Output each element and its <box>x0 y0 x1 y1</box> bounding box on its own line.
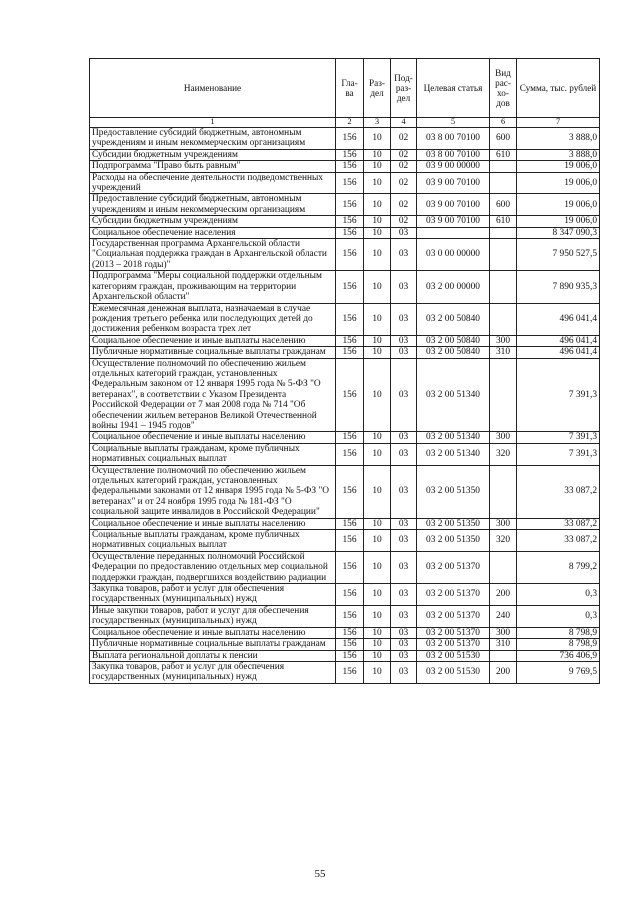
row-name: Закупка товаров, работ и услуг для обеспечения государственных (муниципальных) нужд <box>90 661 336 683</box>
row-expense-type <box>490 650 517 661</box>
row-target-article: 03 9 00 70100 <box>417 216 490 227</box>
row-section: 10 <box>364 216 391 227</box>
row-subsection: 03 <box>391 227 417 238</box>
row-subsection: 03 <box>391 358 417 432</box>
row-sum: 33 087,2 <box>517 465 600 518</box>
column-number-row <box>90 118 600 128</box>
row-subsection: 02 <box>391 128 417 150</box>
row-chapter: 156 <box>336 128 364 150</box>
row-target-article: 03 9 00 70100 <box>417 172 490 194</box>
row-subsection: 03 <box>391 605 417 627</box>
row-chapter: 156 <box>336 271 364 303</box>
row-chapter: 156 <box>336 303 364 335</box>
row-target-article: 03 2 00 51350 <box>417 465 490 518</box>
row-expense-type <box>490 227 517 238</box>
row-target-article: 03 2 00 50840 <box>417 335 490 346</box>
row-section: 10 <box>364 347 391 358</box>
row-name: Государственная программа Архангельской области "Социальная поддержка граждан в Архангельской области (2013 – 2018 годы)" <box>90 239 336 271</box>
row-sum: 8 798,9 <box>517 627 600 638</box>
row-name: Предоставление субсидий бюджетным, автономным учреждениям и иным некоммерческим организациям <box>90 194 336 216</box>
column-number: 7 <box>517 118 600 128</box>
table-row <box>90 605 600 627</box>
row-target-article: 03 2 00 51530 <box>417 650 490 661</box>
row-expense-type: 300 <box>490 627 517 638</box>
row-name: Подпрограмма "Меры социальной поддержки отдельным категориям граждан, проживающим на территории Архангельской области" <box>90 271 336 303</box>
table-body <box>90 128 600 684</box>
row-sum: 7 391,3 <box>517 358 600 432</box>
row-target-article: 03 2 00 51340 <box>417 358 490 432</box>
row-chapter: 156 <box>336 149 364 160</box>
row-expense-type: 300 <box>490 335 517 346</box>
row-section: 10 <box>364 584 391 606</box>
row-section: 10 <box>364 303 391 335</box>
row-expense-type <box>490 172 517 194</box>
row-target-article: 03 2 00 50840 <box>417 303 490 335</box>
row-chapter: 156 <box>336 551 364 583</box>
row-sum: 19 006,0 <box>517 194 600 216</box>
row-subsection: 03 <box>391 661 417 683</box>
row-subsection: 03 <box>391 584 417 606</box>
row-sum: 3 888,0 <box>517 128 600 150</box>
row-target-article: 03 9 00 70100 <box>417 194 490 216</box>
row-chapter: 156 <box>336 605 364 627</box>
row-expense-type: 320 <box>490 443 517 465</box>
row-expense-type: 200 <box>490 584 517 606</box>
row-subsection: 03 <box>391 239 417 271</box>
row-name: Осуществление полномочий по обеспечению жильем отдельных категорий граждан, установленных Федеральным законом от 12 января 1995 года № 5-ФЗ "О ветеранах", в соответствии с Указом Президента Российской Федерации от 7 мая 2008 года № 714 "Об обеспечении жильем ветеранов Великой Отечественной войны 1941 – 1945 годов" <box>90 358 336 432</box>
row-subsection: 03 <box>391 335 417 346</box>
row-section: 10 <box>364 128 391 150</box>
row-chapter: 156 <box>336 216 364 227</box>
row-chapter: 156 <box>336 161 364 172</box>
column-number: 4 <box>391 118 417 128</box>
row-chapter: 156 <box>336 172 364 194</box>
row-name: Социальное обеспечение и иные выплаты населению <box>90 627 336 638</box>
row-target-article: 03 2 00 51370 <box>417 605 490 627</box>
row-target-article: 03 2 00 00000 <box>417 271 490 303</box>
row-sum: 8 799,2 <box>517 551 600 583</box>
row-sum: 33 087,2 <box>517 530 600 552</box>
row-name: Выплата региональной доплаты к пенсии <box>90 650 336 661</box>
row-sum: 0,3 <box>517 605 600 627</box>
row-target-article: 03 0 00 00000 <box>417 239 490 271</box>
row-expense-type: 240 <box>490 605 517 627</box>
row-expense-type: 310 <box>490 347 517 358</box>
row-expense-type <box>490 358 517 432</box>
row-chapter: 156 <box>336 518 364 529</box>
row-section: 10 <box>364 627 391 638</box>
row-target-article: 03 2 00 51530 <box>417 661 490 683</box>
row-name: Ежемесячная денежная выплата, назначаемая в случае рождения третьего ребенка или последующих детей до достижения ребенком возраста трех лет <box>90 303 336 335</box>
row-section: 10 <box>364 172 391 194</box>
row-chapter: 156 <box>336 227 364 238</box>
row-name: Социальное обеспечение населения <box>90 227 336 238</box>
row-name: Социальное обеспечение и иные выплаты населению <box>90 335 336 346</box>
row-chapter: 156 <box>336 443 364 465</box>
column-number: 2 <box>336 118 364 128</box>
row-expense-type: 320 <box>490 530 517 552</box>
row-chapter: 156 <box>336 347 364 358</box>
row-section: 10 <box>364 650 391 661</box>
row-subsection: 02 <box>391 216 417 227</box>
table-row <box>90 161 600 172</box>
row-sum: 8 347 090,3 <box>517 227 600 238</box>
row-target-article: 03 2 00 51340 <box>417 443 490 465</box>
row-subsection: 02 <box>391 149 417 160</box>
column-number: 6 <box>490 118 517 128</box>
table-row <box>90 335 600 346</box>
row-chapter: 156 <box>336 627 364 638</box>
row-name: Социальные выплаты гражданам, кроме публичных нормативных социальных выплат <box>90 443 336 465</box>
row-section: 10 <box>364 465 391 518</box>
row-expense-type <box>490 551 517 583</box>
row-name: Подпрограмма "Право быть равным" <box>90 161 336 172</box>
row-subsection: 03 <box>391 303 417 335</box>
row-section: 10 <box>364 358 391 432</box>
row-name: Субсидии бюджетным учреждениям <box>90 216 336 227</box>
header-sum: Сумма, тыс. рублей <box>517 59 600 118</box>
row-target-article: 03 2 00 51370 <box>417 551 490 583</box>
row-section: 10 <box>364 443 391 465</box>
table-row <box>90 303 600 335</box>
row-expense-type: 310 <box>490 639 517 650</box>
row-section: 10 <box>364 551 391 583</box>
table-row <box>90 661 600 683</box>
table-row <box>90 432 600 443</box>
row-section: 10 <box>364 661 391 683</box>
row-target-article <box>417 227 490 238</box>
row-target-article: 03 2 00 51370 <box>417 584 490 606</box>
row-section: 10 <box>364 335 391 346</box>
row-section: 10 <box>364 161 391 172</box>
row-subsection: 03 <box>391 551 417 583</box>
row-subsection: 03 <box>391 465 417 518</box>
table-header-row <box>90 59 600 118</box>
row-sum: 7 950 527,5 <box>517 239 600 271</box>
row-name: Иные закупки товаров, работ и услуг для обеспечения государственных (муниципальных) нужд <box>90 605 336 627</box>
table-row <box>90 149 600 160</box>
row-expense-type: 200 <box>490 661 517 683</box>
row-subsection: 02 <box>391 172 417 194</box>
row-expense-type: 300 <box>490 518 517 529</box>
row-target-article: 03 9 00 00000 <box>417 161 490 172</box>
row-expense-type: 600 <box>490 128 517 150</box>
row-chapter: 156 <box>336 465 364 518</box>
row-section: 10 <box>364 149 391 160</box>
row-section: 10 <box>364 239 391 271</box>
row-expense-type: 610 <box>490 216 517 227</box>
row-subsection: 03 <box>391 639 417 650</box>
row-name: Социальное обеспечение и иные выплаты населению <box>90 518 336 529</box>
table-row <box>90 239 600 271</box>
row-sum: 9 769,5 <box>517 661 600 683</box>
table-row <box>90 518 600 529</box>
table-row <box>90 639 600 650</box>
table-row <box>90 172 600 194</box>
row-section: 10 <box>364 518 391 529</box>
row-sum: 19 006,0 <box>517 172 600 194</box>
row-name: Осуществление полномочий по обеспечению жильем отдельных категорий граждан, установленных федеральными законами от 12 января 1995 года № 5-ФЗ "О ветеранах" и от 24 ноября 1995 года № 181-ФЗ "О социальной защите инвалидов в Российской Федерации" <box>90 465 336 518</box>
row-expense-type <box>490 303 517 335</box>
row-sum: 496 041,4 <box>517 303 600 335</box>
row-sum: 3 888,0 <box>517 149 600 160</box>
row-sum: 8 798,9 <box>517 639 600 650</box>
header-chapter: Гла-ва <box>336 59 364 118</box>
row-target-article: 03 2 00 51370 <box>417 627 490 638</box>
row-sum: 736 406,9 <box>517 650 600 661</box>
row-subsection: 02 <box>391 161 417 172</box>
row-target-article: 03 2 00 51370 <box>417 639 490 650</box>
row-subsection: 03 <box>391 443 417 465</box>
column-number: 1 <box>90 118 336 128</box>
column-number: 3 <box>364 118 391 128</box>
row-chapter: 156 <box>336 239 364 271</box>
table-row <box>90 584 600 606</box>
row-chapter: 156 <box>336 335 364 346</box>
row-name: Социальное обеспечение и иные выплаты населению <box>90 432 336 443</box>
table-row <box>90 194 600 216</box>
row-section: 10 <box>364 194 391 216</box>
row-chapter: 156 <box>336 650 364 661</box>
table-row <box>90 358 600 432</box>
budget-table <box>89 58 600 684</box>
row-name: Закупка товаров, работ и услуг для обеспечения государственных (муниципальных) нужд <box>90 584 336 606</box>
page-number: 55 <box>314 868 326 880</box>
row-section: 10 <box>364 530 391 552</box>
table-row <box>90 627 600 638</box>
row-name: Социальные выплаты гражданам, кроме публичных нормативных социальных выплат <box>90 530 336 552</box>
row-name: Расходы на обеспечение деятельности подведомственных учреждений <box>90 172 336 194</box>
table-row <box>90 551 600 583</box>
row-sum: 19 006,0 <box>517 161 600 172</box>
row-sum: 7 391,3 <box>517 443 600 465</box>
table-row <box>90 347 600 358</box>
header-target-article: Целевая статья <box>417 59 490 118</box>
row-name: Осуществление переданных полномочий Российской Федерации по предоставлению отдельных мер социальной поддержки граждан, подвергшихся воздействию радиации <box>90 551 336 583</box>
row-expense-type <box>490 161 517 172</box>
header-expense-type: Вид рас-хо-дов <box>490 59 517 118</box>
row-expense-type <box>490 271 517 303</box>
row-expense-type <box>490 465 517 518</box>
row-chapter: 156 <box>336 194 364 216</box>
row-expense-type <box>490 239 517 271</box>
row-subsection: 03 <box>391 347 417 358</box>
row-section: 10 <box>364 271 391 303</box>
table-row <box>90 271 600 303</box>
row-name: Публичные нормативные социальные выплаты гражданам <box>90 639 336 650</box>
row-chapter: 156 <box>336 584 364 606</box>
row-sum: 7 391,3 <box>517 432 600 443</box>
row-subsection: 03 <box>391 650 417 661</box>
row-chapter: 156 <box>336 530 364 552</box>
row-subsection: 03 <box>391 530 417 552</box>
row-target-article: 03 2 00 51340 <box>417 432 490 443</box>
table-row <box>90 530 600 552</box>
row-sum: 33 087,2 <box>517 518 600 529</box>
row-section: 10 <box>364 639 391 650</box>
row-subsection: 02 <box>391 194 417 216</box>
row-subsection: 03 <box>391 518 417 529</box>
row-chapter: 156 <box>336 432 364 443</box>
header-section: Раз-дел <box>364 59 391 118</box>
row-sum: 496 041,4 <box>517 335 600 346</box>
row-subsection: 03 <box>391 432 417 443</box>
header-subsection: Под-раз-дел <box>391 59 417 118</box>
table-row <box>90 465 600 518</box>
row-name: Субсидии бюджетным учреждениям <box>90 149 336 160</box>
row-target-article: 03 8 00 70100 <box>417 149 490 160</box>
table-row <box>90 227 600 238</box>
row-expense-type: 600 <box>490 194 517 216</box>
table-row <box>90 443 600 465</box>
table-row <box>90 216 600 227</box>
row-sum: 496 041,4 <box>517 347 600 358</box>
table-row <box>90 650 600 661</box>
row-target-article: 03 2 00 51350 <box>417 530 490 552</box>
row-chapter: 156 <box>336 358 364 432</box>
row-section: 10 <box>364 605 391 627</box>
row-chapter: 156 <box>336 639 364 650</box>
table-row <box>90 128 600 150</box>
row-section: 10 <box>364 432 391 443</box>
row-sum: 0,3 <box>517 584 600 606</box>
column-number: 5 <box>417 118 490 128</box>
row-sum: 7 890 935,3 <box>517 271 600 303</box>
row-name: Предоставление субсидий бюджетным, автономным учреждениям и иным некоммерческим организациям <box>90 128 336 150</box>
row-chapter: 156 <box>336 661 364 683</box>
row-expense-type: 300 <box>490 432 517 443</box>
row-sum: 19 006,0 <box>517 216 600 227</box>
row-subsection: 03 <box>391 271 417 303</box>
header-name: Наименование <box>90 59 336 118</box>
row-target-article: 03 2 00 50840 <box>417 347 490 358</box>
row-target-article: 03 8 00 70100 <box>417 128 490 150</box>
row-subsection: 03 <box>391 627 417 638</box>
row-expense-type: 610 <box>490 149 517 160</box>
row-name: Публичные нормативные социальные выплаты гражданам <box>90 347 336 358</box>
row-section: 10 <box>364 227 391 238</box>
row-target-article: 03 2 00 51350 <box>417 518 490 529</box>
